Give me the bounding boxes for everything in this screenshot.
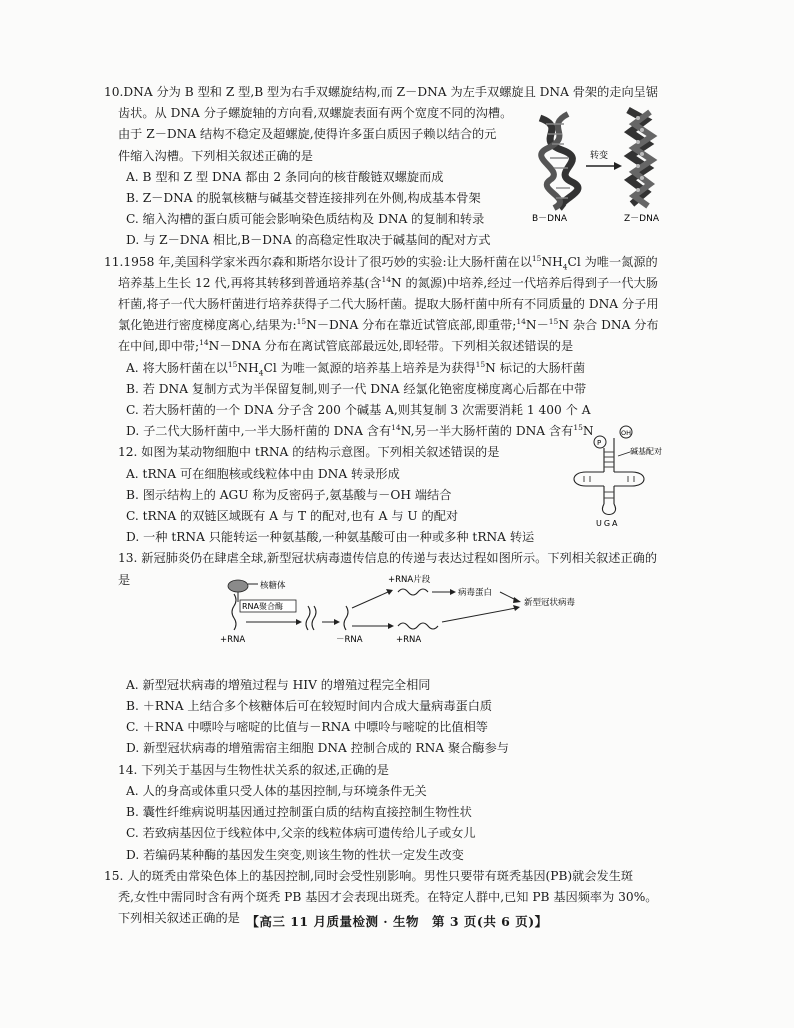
q11-stem: 11.1958 年,美国科学家米西尔森和斯塔尔设计了很巧妙的实验:让大肠杆菌在以$^{15}NH_4Cl$ 为唯一氮源的培养基上生长 12 代,再将其转移到普通培养基(含$^{14}$N 的氮源)中培养,经过一代培养后得到子一代大肠杆菌,将子一代大肠杆菌进行培养获得子二代大肠杆菌。提取大肠杆菌中所有不同质量的 DNA 分子用氯化铯进行密度梯度离心,结果为:$^{15}$N－DNA 分布在靠近试管底部,即重带;$^{14}$N－$^{15}$N 杂合 DNA 分布在中间,即中带;$^{14}$N－DNA 分布在离试管底部最远处,即轻带。下列相关叙述错误的是 [104, 253, 659, 354]
fragment-strand [398, 589, 428, 595]
plus-rna-2-strand [398, 623, 438, 629]
ribosome-icon [228, 580, 248, 592]
q10-option-d: D. 与 Z－DNA 相比,B－DNA 的高稳定性取决于碱基间的配对方式 [126, 233, 491, 248]
trna-figure [556, 420, 666, 528]
q11-option-a: A. 将大肠杆菌在以$^{15}NH_4Cl$ 为唯一氮源的培养基上培养是为获得$^{15}$N 标记的大肠杆菌 [126, 359, 586, 378]
q13-option-d: D. 新型冠状病毒的增殖需宿主细胞 DNA 控制合成的 RNA 聚合酶参与 [126, 741, 509, 756]
arrow-1-head-icon [296, 619, 302, 625]
q10-stem-line-2: 齿状。从 DNA 分子螺旋轴的方向看,双螺旋表面有两个宽度不同的沟槽。 [118, 106, 513, 121]
q10-option-a: A. B 型和 Z 型 DNA 都由 2 条同向的核苷酸链双螺旋而成 [126, 169, 444, 184]
anticodon-label: UGA [596, 519, 620, 528]
q12-option-b: B. 图示结构上的 AGU 称为反密码子,氨基酸与－OH 端结合 [126, 487, 452, 502]
q14-option-b: B. 囊性纤维病说明基因通过控制蛋白质的结构直接控制生物性状 [126, 805, 472, 820]
double-strand [306, 606, 316, 630]
question-11 [104, 252, 664, 443]
q15-stem-line-1: 15. 人的斑秃由常染色体上的基因控制,同时会受性别影响。男性只要带有斑秃基因(PB)就会发生斑 [104, 868, 634, 883]
q11-option-c: C. 若大肠杆菌的一个 DNA 分子含 200 个碱基 A,则其复制 3 次需要消耗 1 400 个 A [126, 403, 591, 418]
q13-option-a: A. 新型冠状病毒的增殖过程与 HIV 的增殖过程完全相同 [126, 677, 431, 692]
arrow-2-head-icon [334, 619, 340, 625]
q14-option-c: C. 若致病基因位于线粒体中,父亲的线粒体病可遗传给儿子或女儿 [126, 826, 476, 841]
arrow-7 [442, 608, 516, 622]
pair-pointer [618, 452, 630, 456]
dna-conversion-figure [528, 100, 668, 224]
question-14 [104, 760, 664, 866]
q13-option-c: C. ＋RNA 中嘌呤与嘧啶的比值与－RNA 中嘌呤与嘧啶的比值相等 [126, 720, 488, 735]
arrow-6 [500, 592, 516, 600]
q12-option-d: D. 一种 tRNA 只能转运一种氨基酸,一种氨基酸可由一种或多种 tRNA 转运 [126, 530, 535, 545]
q10-option-b: B. Z－DNA 的脱氧核糖与碱基交替连接排列在外侧,构成基本骨架 [126, 191, 481, 206]
ribosome-label: 核糖体 [260, 581, 286, 591]
arrow-4-head-icon [388, 623, 394, 629]
q10-stem-line-1: 10.DNA 分为 B 型和 Z 型,B 型为右手双螺旋结构,而 Z－DNA 为左手双螺旋且 DNA 骨架的走向呈锯 [104, 85, 659, 99]
fragment-label: +RNA片段 [388, 575, 431, 585]
virus-replication-figure [210, 572, 610, 654]
plus-rna-2-label: +RNA [396, 635, 422, 645]
minus-rna-label: －RNA [336, 635, 363, 645]
q11-option-b: B. 若 DNA 复制方式为半保留复制,则子一代 DNA 经氯化铯密度梯度离心后都在中带 [126, 381, 587, 396]
q12-option-a: A. tRNA 可在细胞核或线粒体中由 DNA 转录形成 [126, 466, 400, 481]
arrow-7-head-icon [513, 605, 520, 611]
protein-label: 病毒蛋白 [458, 588, 493, 598]
q13-option-b: B. ＋RNA 上结合多个核糖体后可在较短时间内合成大量病毒蛋白质 [126, 699, 493, 714]
q10-option-c: C. 缩入沟槽的蛋白质可能会影响染色质结构及 DNA 的复制和转录 [126, 212, 485, 227]
b-dna-helix [540, 114, 578, 208]
q14-option-a: A. 人的身高或体重只受人体的基因控制,与环境条件无关 [126, 783, 427, 798]
plus-rna-label: +RNA [220, 635, 246, 645]
z-dna-helix [628, 110, 652, 206]
q12-option-c: C. tRNA 的双链区域既有 A 与 T 的配对,也有 A 与 U 的配对 [126, 509, 459, 524]
arrow-3 [352, 592, 388, 608]
q15-stem-line-2: 秃,女性中需同时含有两个斑秃 PB 基因才会表现出斑秃。在特定人群中,已知 PB 基因频率为 30%。 [118, 889, 658, 904]
base-pair-lines [584, 452, 634, 498]
plus-rna-strand [232, 594, 236, 630]
oh-label: OH [621, 429, 632, 437]
base-pair-label: 碱基配对 [630, 447, 662, 456]
q10-stem-line-4: 件缩入沟槽。下列相关叙述正确的是 [118, 148, 313, 163]
q12-stem: 12. 如图为某动物细胞中 tRNA 的结构示意图。下列相关叙述错误的是 [118, 445, 500, 460]
arrow-6-head-icon [513, 597, 521, 603]
q13-stem: 13. 新冠肺炎仍在肆虐全球,新型冠状病毒遗传信息的传递与表达过程如图所示。下列相关叙述正确的是 [118, 551, 658, 587]
q15-stem-line-3: 下列相关叙述正确的是 [118, 911, 240, 926]
q11-option-d: D. 子二代大肠杆菌中,一半大肠杆菌的 DNA 含有$^{14}$N,另一半大肠杆菌的 DNA 含有$^{15}$N [126, 423, 594, 439]
page-footer: 【高三 11 月质量检测 · 生物 第 3 页(共 6 页)】 [246, 914, 548, 929]
polymerase-label: RNA聚合酶 [242, 602, 284, 611]
new-virus-label: 新型冠状病毒 [524, 598, 576, 608]
q14-option-d: D. 若编码某种酶的基因发生突变,则该生物的性状一定发生改变 [126, 847, 464, 862]
p-label: P [597, 439, 602, 447]
arrow-5-head-icon [450, 589, 456, 595]
conversion-label: 转变 [590, 151, 609, 161]
b-dna-label: B－DNA [532, 214, 567, 224]
arrow-head-icon [614, 162, 622, 170]
q10-stem-line-3: 由于 Z－DNA 结构不稳定及超螺旋,使得许多蛋白质因子赖以结合的元 [118, 127, 497, 142]
minus-rna-strand [344, 606, 348, 630]
z-dna-label: Z－DNA [624, 214, 659, 224]
q14-stem: 14. 下列关于基因与生物性状关系的叙述,正确的是 [118, 762, 389, 777]
